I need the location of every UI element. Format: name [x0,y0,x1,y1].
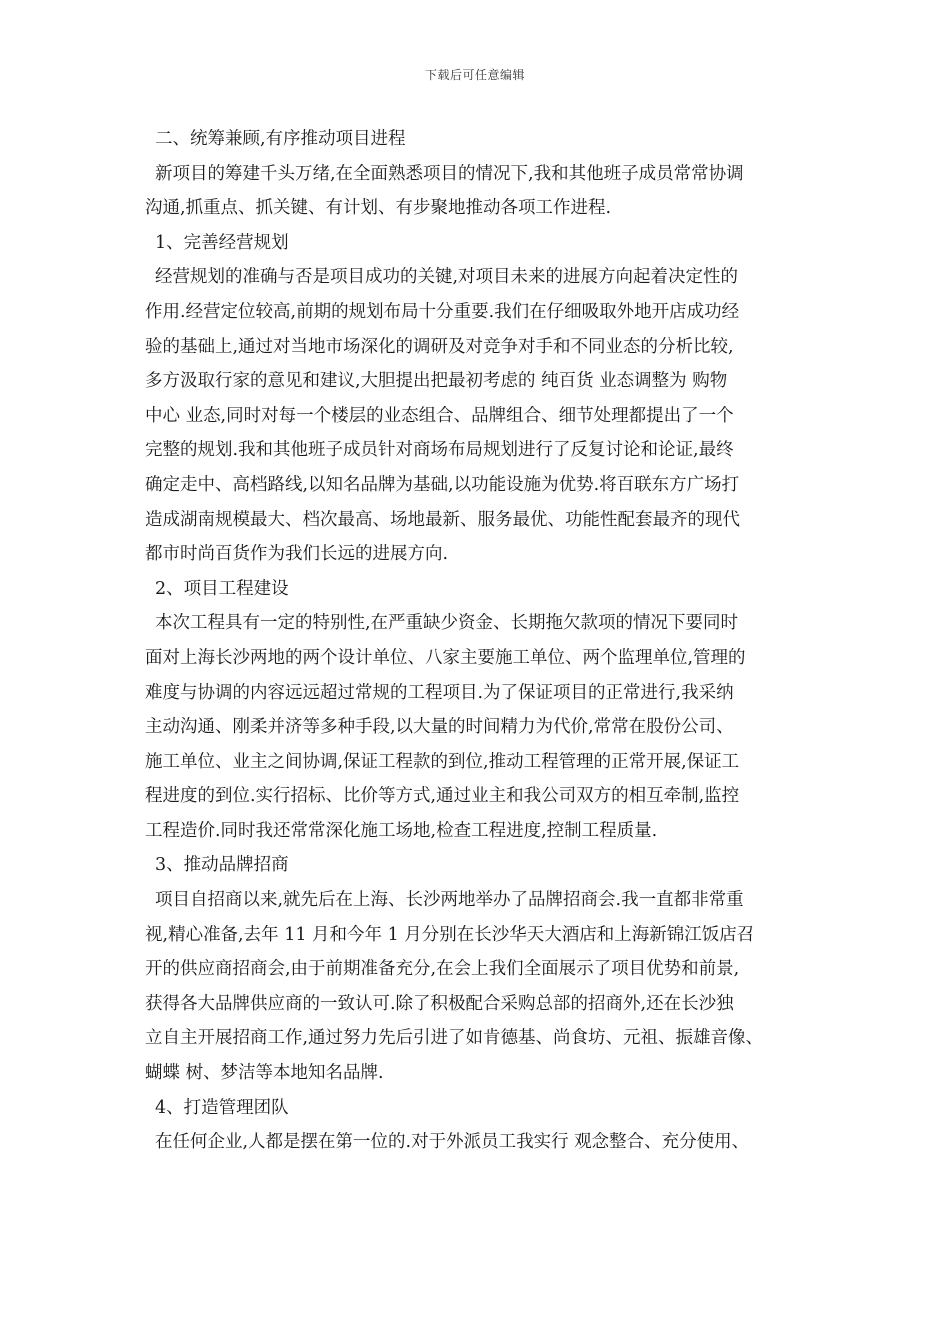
paragraph-line: 主动沟通、刚柔并济等多种手段,以大量的时间精力为代价,常常在股份公司、 [145,717,734,738]
paragraph-line: 新项目的筹建千头万绪,在全面熟悉项目的情况下,我和其他班子成员常常协调 [155,163,744,184]
paragraph-line: 验的基础上,通过对当地市场深化的调研及对竞争对手和不同业态的分析比较, [145,336,734,357]
paragraph-line: 造成湖南规模最大、档次最高、场地最新、服务最优、功能性配套最齐的现代 [145,509,740,530]
paragraph-line: 经营规划的准确与否是项目成功的关键,对项目未来的进展方向起着决定性的 [155,267,739,288]
document-body [145,122,825,1160]
paragraph-line: 完整的规划.我和其他班子成员针对商场布局规划进行了反复讨论和论证,最终 [145,440,734,461]
paragraph-line: 施工单位、业主之间协调,保证工程款的到位,推动工程管理的正常开展,保证工 [145,751,740,772]
section-heading: 4、打造管理团队 [155,1097,289,1118]
paragraph-line: 都市时尚百货作为我们长远的进展方向. [145,544,449,565]
paragraph-line: 获得各大品牌供应商的一致认可.除了积极配合采购总部的招商外,还在长沙独 [145,993,734,1014]
section-heading: 二、统筹兼顾,有序推动项目进程 [155,129,406,149]
paragraph-line: 本次工程具有一定的特别性,在严重缺少资金、长期拖欠款项的情况下要同时 [155,613,739,634]
paragraph-line: 视,精心准备,去年 11 月和今年 1 月分别在长沙华天大酒店和上海新锦江饭店召 [145,924,755,945]
paragraph-line: 难度与协调的内容远远超过常规的工程项目.为了保证项目的正常进行,我采纳 [145,682,734,703]
paragraph-line: 作用.经营定位较高,前期的规划布局十分重要.我们在仔细吸取外地开店成功经 [145,301,740,322]
paragraph-line: 程进度的到位.实行招标、比价等方式,通过业主和我公司双方的相互牵制,监控 [145,786,740,807]
paragraph-line: 确定走中、高档路线,以知名品牌为基础,以功能设施为优势.将百联东方广场打 [145,474,740,495]
paragraph-line: 立自主开展招商工作,通过努力先后引进了如肯德基、尚食坊、元祖、振雄音像、 [145,1028,764,1049]
paragraph-line: 面对上海长沙两地的两个设计单位、八家主要施工单位、两个监理单位,管理的 [145,647,746,668]
paragraph-line: 中心 业态,同时对每一个楼层的业态组合、品牌组合、细节处理都提出了一个 [145,405,734,426]
section-heading: 2、项目工程建设 [155,578,289,599]
paragraph-line: 开的供应商招商会,由于前期准备充分,在会上我们全面展示了项目优势和前景, [145,959,740,980]
paragraph-line: 工程造价.同时我还常常深化施工场地,检查工程进度,控制工程质量. [145,820,658,841]
paragraph-line: 项目自招商以来,就先后在上海、长沙两地举办了品牌招商会.我一直都非常重 [155,890,744,911]
section-heading: 3、推动品牌招商 [155,855,289,876]
paragraph-line: 多方汲取行家的意见和建议,大胆提出把最初考虑的 纯百货 业态调整为 购物 [145,371,728,392]
page-header: 下载后可任意编辑 [424,68,525,82]
paragraph-line: 在任何企业,人都是摆在第一位的.对于外派员工我实行 观念整合、充分使用、 [155,1132,750,1153]
section-heading: 1、完善经营规划 [155,232,289,253]
paragraph-line: 蝴蝶 树、梦洁等本地知名品牌. [145,1063,384,1084]
paragraph-line: 沟通,抓重点、抓关键、有计划、有步聚地推动各项工作进程. [145,198,612,219]
